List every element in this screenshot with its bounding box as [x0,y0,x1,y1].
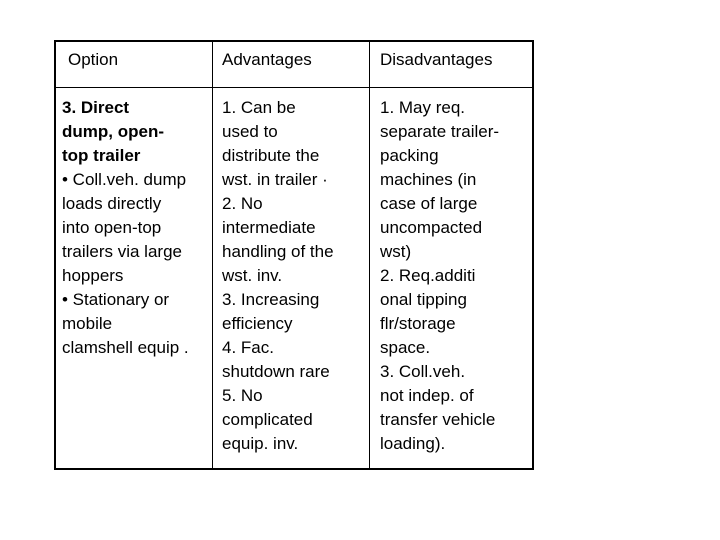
advantages-line: 3. Increasing [222,290,320,309]
header-divider [56,87,532,88]
disadvantages-line: 1. May req. [380,98,466,117]
disadvantages-line: wst) [380,242,412,261]
advantages-line: efficiency [222,314,293,333]
disadvantages-line: uncompacted [380,218,483,237]
advantages-line: 4. Fac. [222,338,274,357]
option-line: mobile [62,314,113,333]
advantages-line: shutdown rare [222,362,330,381]
option-line: loads directly [62,194,162,213]
disadvantages-line: machines (in [380,170,477,189]
option-line: dump, open- [62,122,164,141]
advantages-line: distribute the [222,146,320,165]
disadvantages-line: not indep. of [380,386,474,405]
disadvantages-line: transfer vehicle [380,410,496,429]
option-line: • Stationary or [62,290,170,309]
disadvantages-line: separate trailer- [380,122,500,141]
option-line: • Coll.veh. dump [62,170,187,189]
disadvantages-line: case of large [380,194,478,213]
advantages-line: intermediate [222,218,316,237]
disadvantages-line: space. [380,338,431,357]
advantages-line: complicated [222,410,313,429]
option-line: clamshell equip . [62,338,189,357]
column-divider [369,42,370,468]
option-line: hoppers [62,266,124,285]
disadvantages-line: onal tipping [380,290,467,309]
option-line: trailers via large [62,242,182,261]
disadvantages-cell [380,96,499,456]
comparison-table [54,40,534,470]
disadvantages-line: flr/storage [380,314,456,333]
advantages-line: equip. inv. [222,434,299,453]
disadvantages-line: 3. Coll.veh. [380,362,466,381]
header-advantages: Advantages [222,50,312,69]
advantages-line: used to [222,122,278,141]
advantages-cell [222,96,334,456]
advantages-line: handling of the [222,242,334,261]
column-divider [212,42,213,468]
disadvantages-line: loading). [380,434,446,453]
header-option: Option [68,50,119,69]
advantages-line: 5. No [222,386,263,405]
option-line: top trailer [62,146,141,165]
option-line: into open-top [62,218,162,237]
advantages-line: 1. Can be [222,98,296,117]
option-line: 3. Direct [62,98,130,117]
disadvantages-line: 2. Req.additi [380,266,476,285]
advantages-line: wst. inv. [222,266,283,285]
disadvantages-line: packing [380,146,439,165]
header-disadvantages: Disadvantages [380,50,493,69]
advantages-line: wst. in trailer · [222,170,328,189]
advantages-line: 2. No [222,194,263,213]
option-cell [62,96,189,360]
